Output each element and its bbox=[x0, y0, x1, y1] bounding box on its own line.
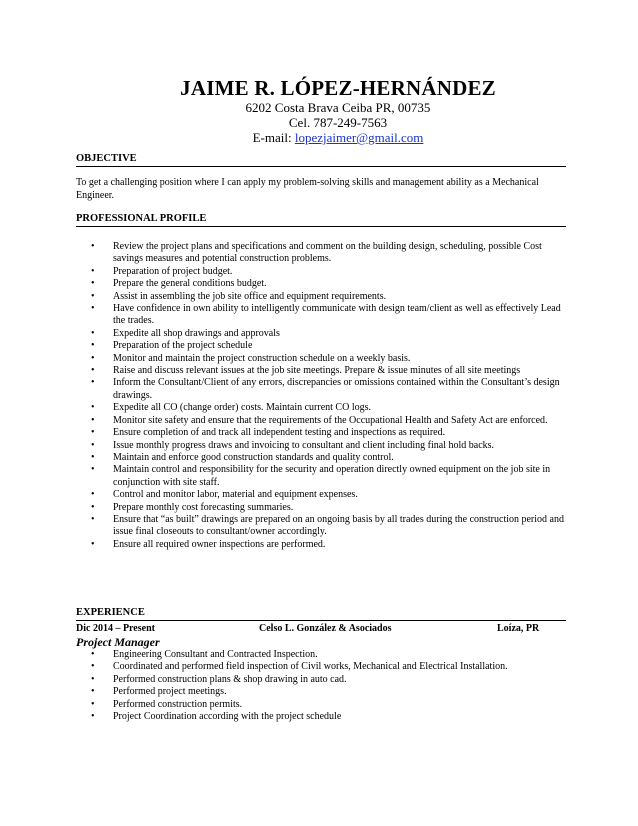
bullet-icon: • bbox=[91, 414, 95, 426]
list-item bbox=[76, 489, 566, 501]
list-item-text: Issue monthly progress draws and invoicing to consultant and client including final hold backs. bbox=[113, 439, 495, 451]
bullet-icon: • bbox=[91, 673, 95, 685]
list-item bbox=[76, 402, 566, 414]
bullet-icon: • bbox=[91, 698, 95, 710]
bullet-icon: • bbox=[91, 501, 95, 513]
list-item-text: Prepare monthly cost forecasting summaries. bbox=[113, 501, 294, 513]
list-item-text: Ensure completion of and track all independent testing and inspections as required. bbox=[113, 427, 446, 439]
list-item bbox=[76, 661, 566, 673]
list-item bbox=[76, 241, 566, 266]
candidate-name: JAIME R. LÓPEZ-HERNÁNDEZ bbox=[180, 76, 496, 100]
list-item-text: Engineering Consultant and Contracted Inspection. bbox=[113, 649, 318, 660]
profile-list bbox=[76, 241, 566, 551]
job-title: Project Manager bbox=[76, 635, 160, 649]
list-item bbox=[76, 427, 566, 439]
list-item bbox=[76, 649, 566, 661]
list-item-text: Expedite all CO (change order) costs. Maintain current CO logs. bbox=[113, 402, 371, 414]
list-item-text: Prepare the general conditions budget. bbox=[113, 278, 267, 290]
list-item-text: Expedite all shop drawings and approvals bbox=[113, 327, 280, 339]
bullet-icon: • bbox=[91, 377, 95, 389]
list-item-text: Maintain and enforce good construction standards and quality control. bbox=[113, 451, 394, 463]
list-item bbox=[76, 377, 566, 402]
bullet-icon: • bbox=[91, 303, 95, 315]
list-item-text: Control and monitor labor, material and equipment expenses. bbox=[113, 489, 358, 501]
list-item-text: Preparation of project budget. bbox=[113, 265, 233, 277]
objective-heading: OBJECTIVE bbox=[76, 152, 566, 167]
bullet-icon: • bbox=[91, 513, 95, 525]
list-item-text: Preparation of the project schedule bbox=[113, 340, 253, 352]
bullet-icon: • bbox=[91, 538, 95, 550]
list-item bbox=[76, 674, 566, 686]
bullet-icon: • bbox=[91, 340, 95, 352]
bullet-icon: • bbox=[91, 464, 95, 476]
list-item-text: Assist in assembling the job site office and equipment requirements. bbox=[113, 290, 387, 302]
email-link[interactable]: lopezjaimer@gmail.com bbox=[294, 130, 424, 145]
list-item bbox=[76, 699, 566, 711]
list-item bbox=[76, 452, 566, 464]
list-item bbox=[76, 340, 566, 352]
list-item-text: Ensure all required owner inspections are performed. bbox=[113, 538, 326, 550]
list-item bbox=[76, 266, 566, 278]
experience-heading: EXPERIENCE bbox=[76, 606, 566, 621]
list-item bbox=[76, 514, 566, 539]
bullet-icon: • bbox=[91, 711, 95, 723]
list-item bbox=[76, 328, 566, 340]
bullet-icon: • bbox=[91, 439, 95, 451]
list-item bbox=[76, 291, 566, 303]
bullet-icon: • bbox=[91, 352, 95, 364]
list-item bbox=[76, 711, 566, 723]
bullet-icon: • bbox=[91, 278, 95, 290]
list-item bbox=[76, 365, 566, 377]
bullet-icon: • bbox=[91, 241, 95, 252]
email-line bbox=[38, 130, 638, 145]
bullet-icon: • bbox=[91, 402, 95, 414]
bullet-icon: • bbox=[91, 365, 95, 377]
list-item-text: Performed project meetings. bbox=[113, 686, 227, 698]
list-item-text: Have confidence in own ability to intelligently communicate with design team/client as well as effectively Lead the trades. bbox=[113, 303, 561, 327]
list-item-text: Project Coordination according with the project schedule bbox=[113, 711, 342, 723]
phone: Cel. 787-249-7563 bbox=[288, 115, 388, 130]
bullet-icon: • bbox=[91, 451, 95, 463]
list-item-text: Raise and discuss relevant issues at the job site meetings. Prepare & issue minutes of all site meetings bbox=[113, 365, 521, 377]
job-header bbox=[76, 623, 566, 635]
list-item-text: Performed construction plans & shop drawing in auto cad. bbox=[113, 673, 347, 685]
bullet-icon: • bbox=[91, 489, 95, 501]
list-item-text: Monitor and maintain the project construction schedule on a weekly basis. bbox=[113, 352, 411, 364]
bullet-icon: • bbox=[91, 427, 95, 439]
job-location: Loíza, PR bbox=[497, 623, 540, 634]
list-item-text: Monitor site safety and ensure that the requirements of the Occupational Health and Safety Act are enforced. bbox=[113, 414, 548, 426]
bullet-icon: • bbox=[91, 290, 95, 302]
bullet-icon: • bbox=[91, 265, 95, 277]
bullet-icon: • bbox=[91, 661, 95, 673]
address: 6202 Costa Brava Ceiba PR, 00735 bbox=[245, 100, 431, 115]
bullet-icon: • bbox=[91, 327, 95, 339]
objective-text: To get a challenging position where I can apply my problem-solving skills and management ability as a Mechanical Engineer. bbox=[76, 177, 539, 201]
list-item bbox=[76, 464, 566, 489]
job-company: Celso L. González & Asociados bbox=[259, 623, 392, 634]
resume-header bbox=[0, 76, 638, 145]
list-item bbox=[76, 686, 566, 698]
list-item bbox=[76, 415, 566, 427]
list-item bbox=[76, 502, 566, 514]
list-item-text: Ensure that “as built” drawings are prepared on an ongoing basis by all trades during the construction period and issue final closeouts to consultant/owner accordingly. bbox=[113, 513, 564, 538]
list-item bbox=[76, 440, 566, 452]
list-item bbox=[76, 278, 566, 290]
profile-heading: PROFESSIONAL PROFILE bbox=[76, 212, 566, 227]
list-item bbox=[76, 303, 566, 328]
list-item bbox=[76, 539, 566, 551]
list-item-text: Review the project plans and specifications and comment on the building design, scheduling, possible Cost savings measures and potential construction problems. bbox=[113, 241, 542, 265]
list-item-text: Maintain control and responsibility for the security and operation directly owned equipment on the job site in conjunction with site staff. bbox=[113, 464, 551, 488]
job-duties-list bbox=[76, 649, 566, 723]
bullet-icon: • bbox=[91, 649, 95, 660]
list-item bbox=[76, 353, 566, 365]
job-dates: Dic 2014 – Present bbox=[76, 623, 155, 634]
email-label: E-mail: bbox=[252, 130, 295, 145]
list-item-text: Performed construction permits. bbox=[113, 698, 243, 710]
list-item-text: Inform the Consultant/Client of any errors, discrepancies or omissions contained within the Consultant’s design drawings. bbox=[113, 377, 560, 401]
list-item-text: Coordinated and performed field inspection of Civil works, Mechanical and Electrical Installation. bbox=[113, 661, 508, 673]
bullet-icon: • bbox=[91, 686, 95, 698]
